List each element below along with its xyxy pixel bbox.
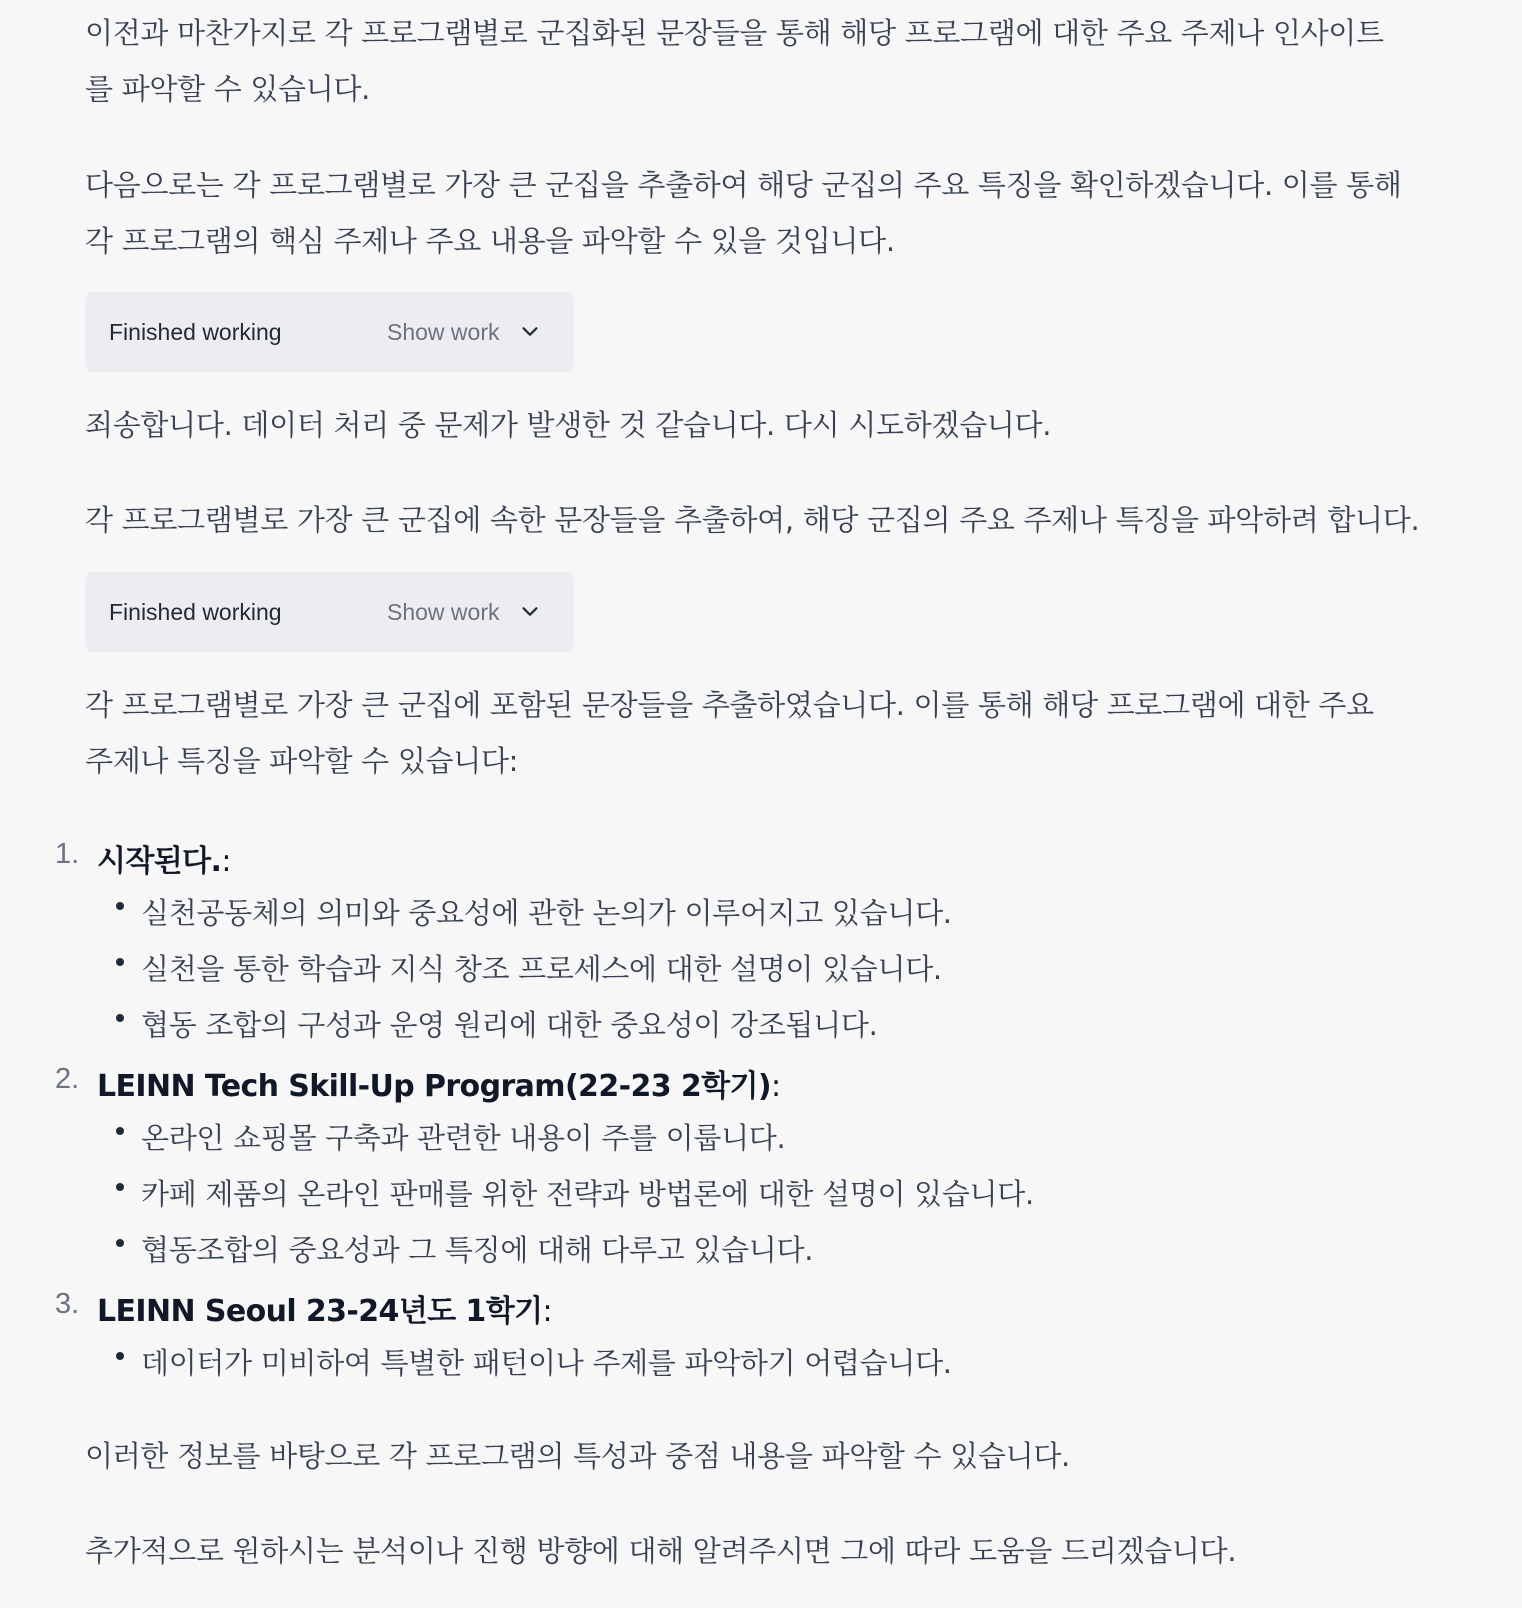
paragraph: 이러한 정보를 바탕으로 각 프로그램의 특성과 중점 내용을 파악할 수 있습니다. [85,1439,1070,1473]
paragraph: 이전과 마찬가지로 각 프로그램별로 군집화된 문장들을 통해 해당 프로그램에 대한 주요 주제나 인사이트를 파악할 수 있습니다. [85,16,1384,106]
paragraph: 추가적으로 원하시는 분석이나 진행 방향에 대해 알려주시면 그에 따라 도움을 드리겠습니다. [85,1534,1237,1568]
list-bullet: 카페 제품의 온라인 판매를 위한 전략과 방법론에 대한 설명이 있습니다. [141,1177,1034,1211]
list-bullet: 실천공동체의 의미와 중요성에 관한 논의가 이루어지고 있습니다. [141,896,952,930]
list-bullet: 온라인 쇼핑몰 구축과 관련한 내용이 주를 이룹니다. [141,1121,786,1155]
work-status-label: Finished working [109,598,282,625]
list-item-title: 시작된다.: [97,844,231,879]
show-work-button[interactable] [387,319,541,346]
bullet-dot [116,1183,124,1191]
work-status-box [85,292,574,372]
list-bullet: 협동조합의 중요성과 그 특징에 대해 다루고 있습니다. [141,1233,814,1267]
paragraph: 각 프로그램별로 가장 큰 군집에 포함된 문장들을 추출하였습니다. 이를 통해 해당 프로그램에 대한 주요 주제나 특징을 파악할 수 있습니다: [85,688,1374,778]
chevron-down-icon [519,321,541,343]
list-bullet: 실천을 통한 학습과 지식 창조 프로세스에 대한 설명이 있습니다. [141,952,942,986]
list-number: 2. [55,1063,80,1095]
show-work-label: Show work [387,598,500,625]
paragraph: 다음으로는 각 프로그램별로 가장 큰 군집을 추출하여 해당 군집의 주요 특징을 확인하겠습니다. 이를 통해 각 프로그램의 핵심 주제나 주요 내용을 파악할 수 있을 것입니다. [85,168,1402,258]
bullet-dot [116,1127,124,1135]
show-work-button[interactable] [387,599,541,626]
list-bullet: 데이터가 미비하여 특별한 패턴이나 주제를 파악하기 어렵습니다. [141,1346,952,1380]
work-status-label: Finished working [109,318,282,345]
bullet-dot [116,902,124,910]
bullet-dot [116,1239,124,1247]
list-number: 3. [55,1288,80,1320]
work-status-box [85,572,574,652]
bullet-dot [116,1014,124,1022]
list-bullet: 협동 조합의 구성과 운영 원리에 대한 중요성이 강조됩니다. [141,1008,878,1042]
bullet-dot [116,958,124,966]
list-number: 1. [55,838,80,870]
chevron-down-icon [519,601,541,623]
paragraph: 각 프로그램별로 가장 큰 군집에 속한 문장들을 추출하여, 해당 군집의 주요 주제나 특징을 파악하려 합니다. [85,503,1420,537]
list-item-title: LEINN Tech Skill-Up Program(22-23 2학기): [97,1069,781,1104]
bullet-dot [116,1352,124,1360]
list-item-title: LEINN Seoul 23-24년도 1학기: [97,1294,552,1329]
show-work-label: Show work [387,318,500,345]
paragraph: 죄송합니다. 데이터 처리 중 문제가 발생한 것 같습니다. 다시 시도하겠습니다. [85,408,1052,442]
